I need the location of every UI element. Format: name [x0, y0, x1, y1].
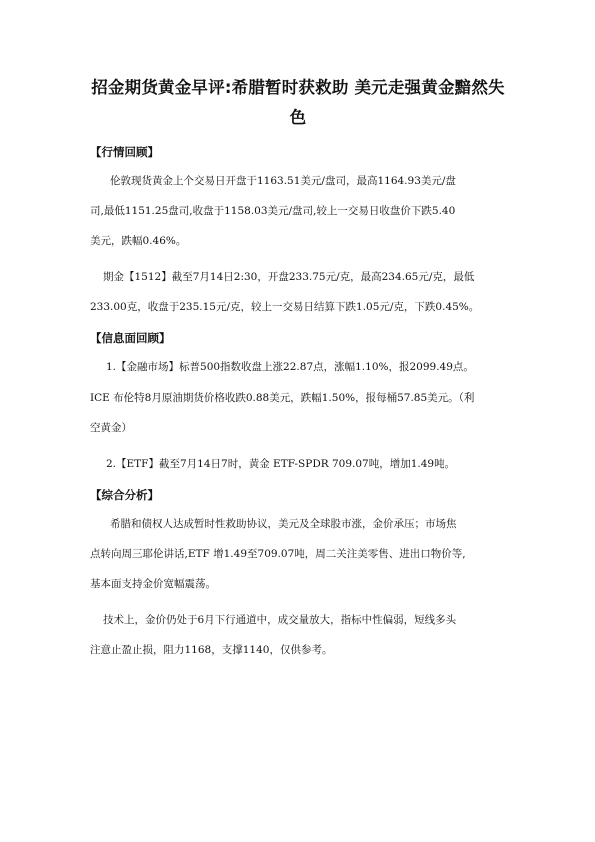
analysis-paragraph-2-line-1: 技术上，金价仍处于6月下行通道中，成交量放大，指标中性偏弱，短线多头	[103, 614, 457, 626]
section-heading-news-review: 【信息面回顾】	[90, 331, 171, 345]
news-item-1-line-2: ICE 布伦特8月原油期货价格收跌0.88美元，跌幅1.50%，报每桶57.85美元。（利	[90, 392, 475, 404]
document-title-line1: 招金期货黄金早评:希腊暂时获救助 美元走强黄金黯然失	[91, 78, 505, 97]
news-item-2-line-1: 2.【ETF】截至7月14日7时，黄金 ETF-SPDR 709.07吨，增加1.49吨。	[106, 458, 456, 470]
market-review-paragraph-1-line-2: 司,最低1151.25盘司,收盘于1158.03美元/盘司,较上一交易日收盘价下跌5.40	[90, 205, 456, 217]
market-review-paragraph-2-line-2: 233.00克，收盘于235.15元/克，较上一交易日结算下跌1.05元/克，下跌0.45%。	[90, 301, 480, 313]
analysis-paragraph-1-line-2: 点转向周三耶伦讲话,ETF 增1.49至709.07吨，周二关注美零售、进出口物价等,	[90, 548, 466, 560]
market-review-paragraph-1-line-3: 美元，跌幅0.46%。	[90, 235, 187, 247]
analysis-paragraph-1-line-1: 希腊和债权人达成暂时性救助协议，美元及全球股市涨，金价承压；市场焦	[110, 518, 457, 530]
news-item-1-line-3: 空黄金）	[90, 422, 132, 434]
document-title-line2: 色	[289, 108, 307, 127]
news-item-1-line-1: 1.【金融市场】标普500指数收盘上涨22.87点，涨幅1.10%，报2099.49点。	[106, 361, 474, 373]
section-heading-market-review: 【行情回顾】	[90, 145, 159, 159]
market-review-paragraph-1-line-1: 伦敦现货黄金上个交易日开盘于1163.51美元/盘司，最高1164.93美元/盘	[110, 175, 456, 187]
market-review-paragraph-2-line-1: 期金【1512】截至7月14日2:30，开盘233.75元/克，最高234.65元/克，最低	[103, 271, 475, 283]
analysis-paragraph-2-line-2: 注意止盈止损，阻力1168，支撑1140，仅供参考。	[90, 644, 333, 656]
section-heading-analysis: 【综合分析】	[90, 488, 159, 502]
analysis-paragraph-1-line-3: 基本面支持金价宽幅震荡。	[90, 578, 216, 590]
